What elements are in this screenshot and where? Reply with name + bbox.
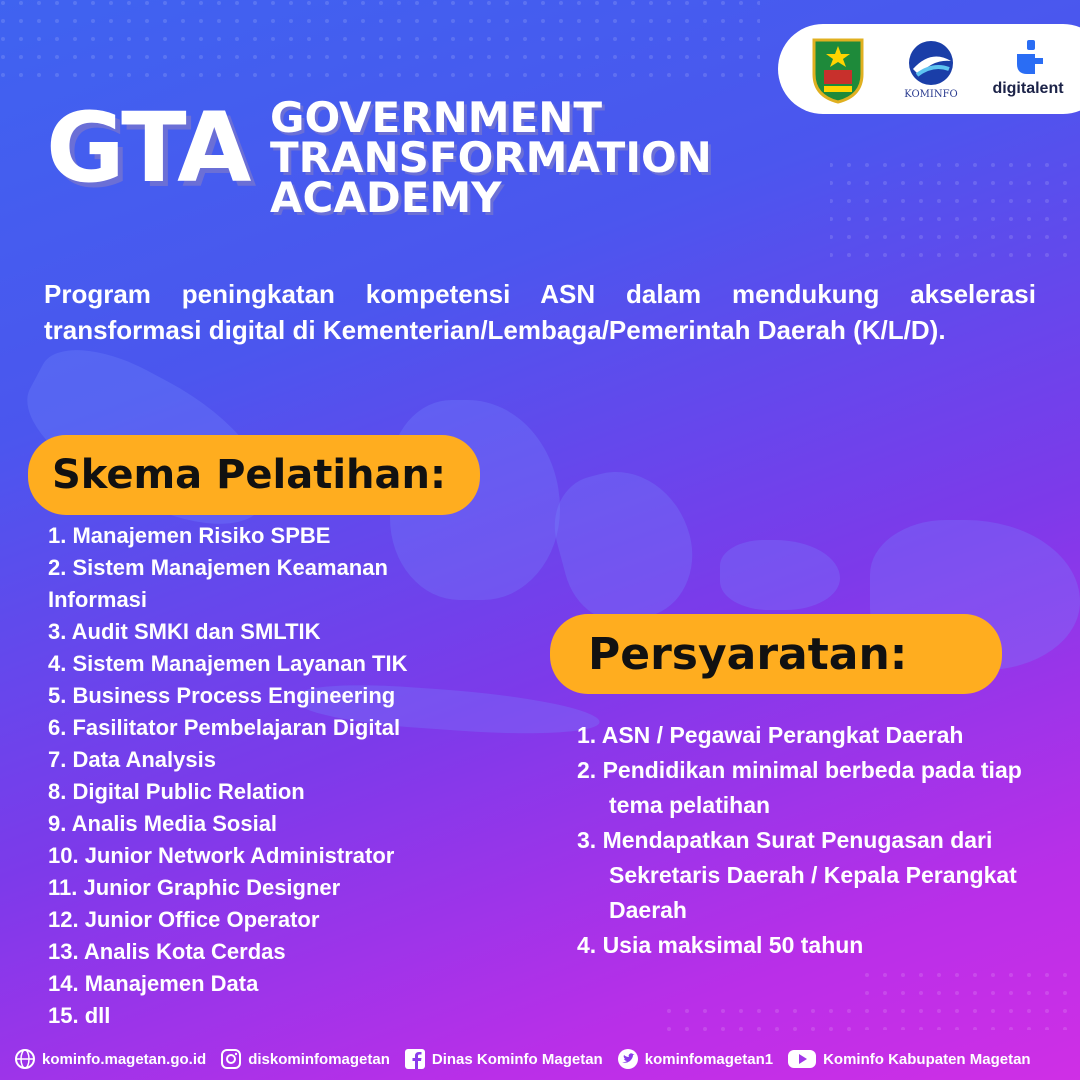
website-text: kominfo.magetan.go.id <box>42 1050 207 1068</box>
intro-paragraph: Program peningkatan kompetensi ASN dalam mendukung akselerasi transformasi digital di Kementerian/Lembaga/Pemerintah Daerah (K/L/D). <box>44 279 1036 345</box>
list-item: 3. Audit SMKI dan SMLTIK <box>48 619 321 644</box>
list-item: 12. Junior Office Operator <box>48 907 320 932</box>
website-link[interactable] <box>14 1048 206 1070</box>
kominfo-logo <box>896 24 966 114</box>
title-line-2: TRANSFORMATION <box>270 133 712 182</box>
persyaratan-heading: Persyaratan: <box>550 614 1002 694</box>
instagram-icon <box>220 1048 242 1070</box>
digitalent-logo <box>978 24 1078 114</box>
list-item: 8. Digital Public Relation <box>48 779 305 804</box>
digitalent-caption: digitalent <box>992 80 1064 97</box>
youtube-icon <box>787 1048 817 1070</box>
list-item: 6. Fasilitator Pembelajaran Digital <box>48 715 401 740</box>
instagram-link[interactable] <box>220 1048 390 1070</box>
list-item: 5. Business Process Engineering <box>48 683 396 708</box>
gta-acronym: GTA <box>46 92 250 204</box>
list-item: 2. Sistem Manajemen Keamanan Informasi <box>48 555 388 612</box>
skema-heading: Skema Pelatihan: <box>28 435 480 515</box>
facebook-icon <box>404 1048 426 1070</box>
title-line-3: ACADEMY <box>270 173 502 222</box>
list-item: 14. Manajemen Data <box>48 971 259 996</box>
list-item: 9. Analis Media Sosial <box>48 811 278 836</box>
persyaratan-list <box>577 718 1047 963</box>
kominfo-caption: KOMINFO <box>904 88 958 100</box>
twitter-text: kominfomagetan1 <box>644 1050 774 1068</box>
youtube-link[interactable] <box>787 1048 1031 1070</box>
list-item: 4. Sistem Manajemen Layanan TIK <box>48 651 408 676</box>
facebook-text: Dinas Kominfo Magetan <box>431 1050 603 1068</box>
list-item: 1. Manajemen Risiko SPBE <box>48 523 331 548</box>
twitter-link[interactable] <box>617 1048 773 1070</box>
gta-full-title <box>270 93 712 222</box>
list-item: 10. Junior Network Administrator <box>48 843 395 868</box>
list-item: 1. ASN / Pegawai Perangkat Daerah <box>577 722 964 748</box>
list-item: 7. Data Analysis <box>48 747 216 772</box>
list-item: 13. Analis Kota Cerdas <box>48 939 286 964</box>
facebook-link[interactable] <box>404 1048 603 1070</box>
footer-social-bar <box>14 1044 1074 1074</box>
list-item: 15. dll <box>48 1003 111 1028</box>
twitter-icon <box>617 1048 639 1070</box>
list-item: 4. Usia maksimal 50 tahun <box>577 932 864 958</box>
logo-bar <box>778 24 1080 114</box>
map-shape <box>543 456 707 635</box>
list-item: 2. Pendidikan minimal berbeda pada tiap tema pelatihan <box>577 757 1022 818</box>
youtube-text: Kominfo Kabupaten Magetan <box>823 1050 1031 1068</box>
globe-icon <box>14 1048 36 1070</box>
list-item: 11. Junior Graphic Designer <box>48 875 341 900</box>
list-item: 3. Mendapatkan Surat Penugasan dari Sekretaris Daerah / Kepala Perangkat Daerah <box>577 827 1017 923</box>
instagram-text: diskominfomagetan <box>248 1050 390 1068</box>
title-line-1: GOVERNMENT <box>270 93 603 142</box>
skema-list <box>48 520 478 1032</box>
map-shape <box>720 540 840 610</box>
magetan-emblem-logo <box>806 24 870 114</box>
